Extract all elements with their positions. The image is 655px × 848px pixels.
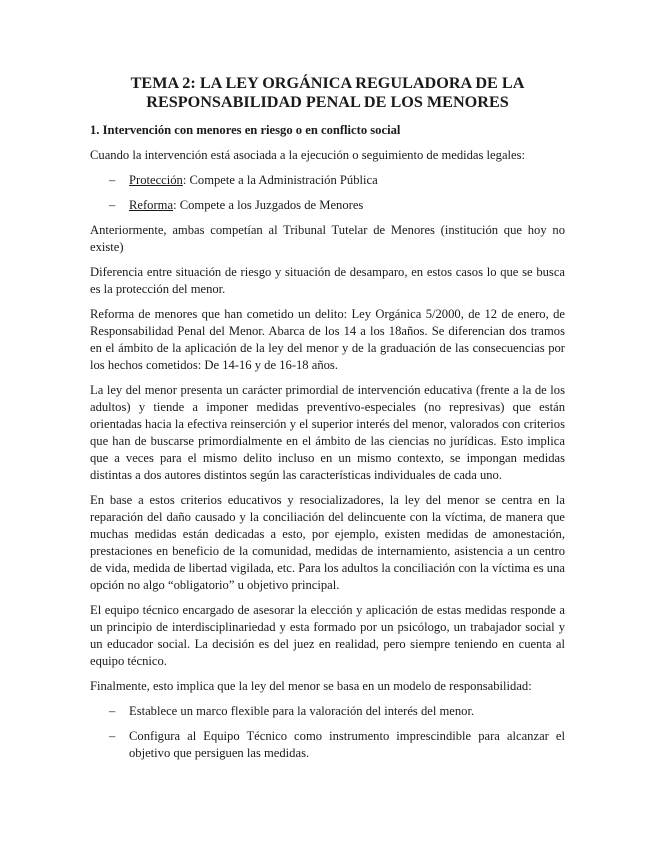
paragraph-finalmente: Finalmente, esto implica que la ley del menor se basa en un modelo de responsabilidad:: [90, 679, 532, 693]
paragraph-criterios: En base a estos criterios educativos y resocializadores, la ley del menor se centra en la reparación del daño causado y la conciliación del delincuente con la víctima, de manera que muchas medidas están dedicadas a esto, por ejemplo, existen medidas de amonestación, prestaciones en beneficio de la comunidad, medidas de internamiento, asistencia a un centro de vida, medida de libertad vigilada, etc. Para los adultos la conciliación con la víctima es una opción no algo “obligatorio” u objetivo principal.: [90, 493, 565, 592]
title-line-2: RESPONSABILIDAD PENAL DE LOS MENORES: [146, 93, 509, 111]
document-title: [90, 74, 565, 112]
paragraph-tribunal: Anteriormente, ambas competían al Tribunal Tutelar de Menores (institución que hoy no existe): [90, 223, 565, 254]
title-line-1: TEMA 2: LA LEY ORGÁNICA REGULADORA DE LA: [130, 74, 525, 92]
document-page: [90, 74, 565, 770]
text-equipo: Configura al Equipo Técnico como instrumento imprescindible para alcanzar el objetivo que persiguen las medidas.: [129, 729, 565, 760]
paragraph-riesgo: Diferencia entre situación de riesgo y situación de desamparo, en estos casos lo que se busca es la protección del menor.: [90, 265, 565, 296]
term-proteccion: Protección: [129, 173, 183, 187]
section-heading: 1. Intervención con menores en riesgo o en conflicto social: [90, 123, 401, 137]
list-item-proteccion: [90, 172, 565, 189]
model-list: [90, 703, 565, 762]
paragraph-ley-menor: La ley del menor presenta un carácter primordial de intervención educativa (frente a la de los adultos) y tiende a imponer medidas preventivo-especiales (no represivas) que están orientadas hacia la efectiva reinserción y el superior interés del menor, valorados con criterios que han de buscarse primordialmente en el ámbito de las ciencias no jurídicas. Esto implica que a veces para el mismo delito incluso en un mismo contexto, se impongan medidas distintas a dos autores distintos según las características individuales de cada uno.: [90, 383, 565, 482]
dash-bullet: –: [109, 704, 116, 718]
competence-list: [90, 172, 565, 214]
text-reforma: : Compete a los Juzgados de Menores: [173, 198, 364, 212]
list-item-equipo: [90, 728, 565, 762]
paragraph-equipo-tecnico: El equipo técnico encargado de asesorar la elección y aplicación de estas medidas responde a un principio de interdisciplinariedad y esta formado por un psicólogo, un trabajador social y un educador social. La decisión es del juez en realidad, pero siempre teniendo en cuenta al equipo técnico.: [90, 603, 565, 668]
text-marco: Establece un marco flexible para la valoración del interés del menor.: [129, 704, 475, 718]
list-item-marco: [90, 703, 565, 720]
intro-paragraph: Cuando la intervención está asociada a la ejecución o seguimiento de medidas legales:: [90, 148, 526, 162]
list-item-reforma: [90, 197, 565, 214]
dash-bullet: –: [109, 173, 116, 187]
paragraph-reforma: Reforma de menores que han cometido un delito: Ley Orgánica 5/2000, de 12 de enero, de Responsabilidad Penal del Menor. Abarca de los 14 a los 18años. Se diferencian dos tramos en el ámbito de la aplicación de la ley del menor y de la graduación de las consecuencias por los hechos cometidos: De 14-16 y de 16-18 años.: [90, 307, 565, 372]
dash-bullet: –: [109, 198, 116, 212]
text-proteccion: : Compete a la Administración Pública: [182, 173, 378, 187]
term-reforma: Reforma: [129, 198, 174, 212]
dash-bullet: –: [109, 729, 116, 743]
